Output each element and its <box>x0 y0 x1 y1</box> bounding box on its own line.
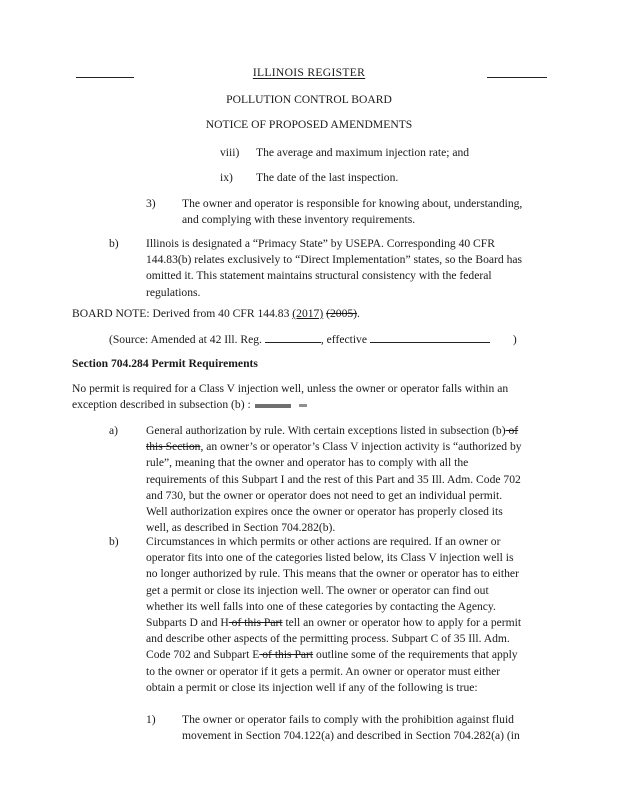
board-note <box>72 306 360 322</box>
para-b1-body <box>182 712 520 744</box>
item-b-line: regulations. <box>146 285 201 299</box>
effective-date-blank <box>370 331 490 343</box>
para-b-line: outline some of the requirements that apply <box>313 648 518 662</box>
item-ix-text: The date of the last inspection. <box>256 171 399 184</box>
para-b1-number: 1) <box>146 713 156 726</box>
para-a-struck: of <box>505 424 519 437</box>
para-b-line: tell an owner or operator how to apply for a permit <box>282 616 522 630</box>
para-b1-line: movement in Section 704.122(a) and described in Section 704.282(a) (in <box>182 729 520 743</box>
notice-title: NOTICE OF PROPOSED AMENDMENTS <box>205 118 413 131</box>
para-b1-line: The owner or operator fails to comply with the prohibition against fluid <box>182 713 514 726</box>
item-viii-number: viii) <box>220 146 240 159</box>
intro-line: No permit is required for a Class V injection well, unless the owner or operator falls within an <box>72 382 509 395</box>
para-a-line: requirements of this Subpart I and the rest of this Part and 35 Ill. Adm. Code 702 <box>146 472 521 486</box>
para-a-line: General authorization by rule. With certain exceptions listed in subsection (b) <box>146 424 506 437</box>
item-viii-text: The average and maximum injection rate; and <box>256 146 470 159</box>
source-line <box>109 331 517 348</box>
item-ix-number: ix) <box>220 171 233 184</box>
section-heading: Section 704.284 Permit Requirements <box>72 357 258 370</box>
para-b-number: b) <box>109 535 119 548</box>
intro-line2 <box>72 397 508 413</box>
item-b-number: b) <box>109 237 119 250</box>
item-3-line: and complying with these inventory requirements. <box>182 213 416 227</box>
item-3-body <box>182 196 522 228</box>
source-effective: , effective <box>320 333 367 346</box>
item-b-line: omitted it. This statement maintains structural consistency with the federal <box>146 269 492 283</box>
board-title: POLLUTION CONTROL BOARD <box>226 93 392 106</box>
item-3-number: 3) <box>146 197 156 210</box>
para-b-struck: of this Part <box>228 616 283 630</box>
para-a-line: well, as described in Section 704.282(b). <box>146 521 336 535</box>
board-note-text: BOARD NOTE: Derived from 40 CFR 144.83 <box>72 307 290 320</box>
para-b-line: operator fits into one of the categories listed below, its Class V injection well is <box>146 551 514 565</box>
para-a-line: rule”, meaning that the owner and operator has to comply with all the <box>146 456 469 470</box>
para-a-body <box>146 423 522 536</box>
para-b-line: whether its well falls into one of these categories by contacting the Agency. <box>146 599 496 613</box>
para-a-number: a) <box>109 424 119 437</box>
para-b-line: to the owner or operator if it gets a permit. An owner or operator must either <box>146 664 501 678</box>
scan-smudge-mark <box>255 404 291 408</box>
para-b-struck: of this Part <box>259 648 314 662</box>
source-close: ) <box>512 333 517 346</box>
para-b-line: get a permit or close its injection well. The owner or operator can find out <box>146 583 489 597</box>
para-a-line: and 730, but the owner or operator does not need to get an individual permit. <box>146 488 503 502</box>
para-a-line: , an owner’s or operator’s Class V injection activity is “authorized by <box>200 440 522 454</box>
intro-paragraph <box>72 381 508 413</box>
register-blank <box>265 331 321 343</box>
para-b-line: Circumstances in which permits or other actions are required. If an owner or <box>146 535 501 548</box>
para-b-line: Code 702 and Subpart E <box>146 648 260 662</box>
para-b-line: Subparts D and H <box>146 616 229 630</box>
para-b-line: obtain a permit or close its injection well if any of the following is true: <box>146 680 478 694</box>
intro-line-text: exception described in subsection (b) : <box>72 398 251 412</box>
item-3-line: The owner and operator is responsible for knowing about, understanding, <box>182 197 523 210</box>
board-note-period: . <box>357 307 360 320</box>
para-b-line: no longer authorized by rule. This means that the owner or operator has to either <box>146 567 519 581</box>
item-b-line: 144.83(b) relates exclusively to “Direct Implementation” states, so the Board has <box>146 253 523 267</box>
para-b-body <box>146 534 521 696</box>
item-b-line: Illinois is designated a “Primacy State” by USEPA. Corresponding 40 CFR <box>146 237 495 250</box>
item-b-body <box>146 236 522 301</box>
board-note-added-year: (2017) <box>292 307 324 320</box>
para-a-line: Well authorization expires once the owner or operator has properly closed its <box>146 505 503 519</box>
para-b-line: and describe other aspects of the permitting process. Subpart C of 35 Ill. Adm. <box>146 632 510 646</box>
register-title: ILLINOIS REGISTER <box>252 66 366 79</box>
board-note-struck-year: (2005) <box>326 307 358 320</box>
para-a-struck: this Section <box>146 440 201 454</box>
source-prefix: (Source: Amended at 42 Ill. Reg. <box>109 333 262 346</box>
scan-smudge-mark <box>299 404 307 407</box>
